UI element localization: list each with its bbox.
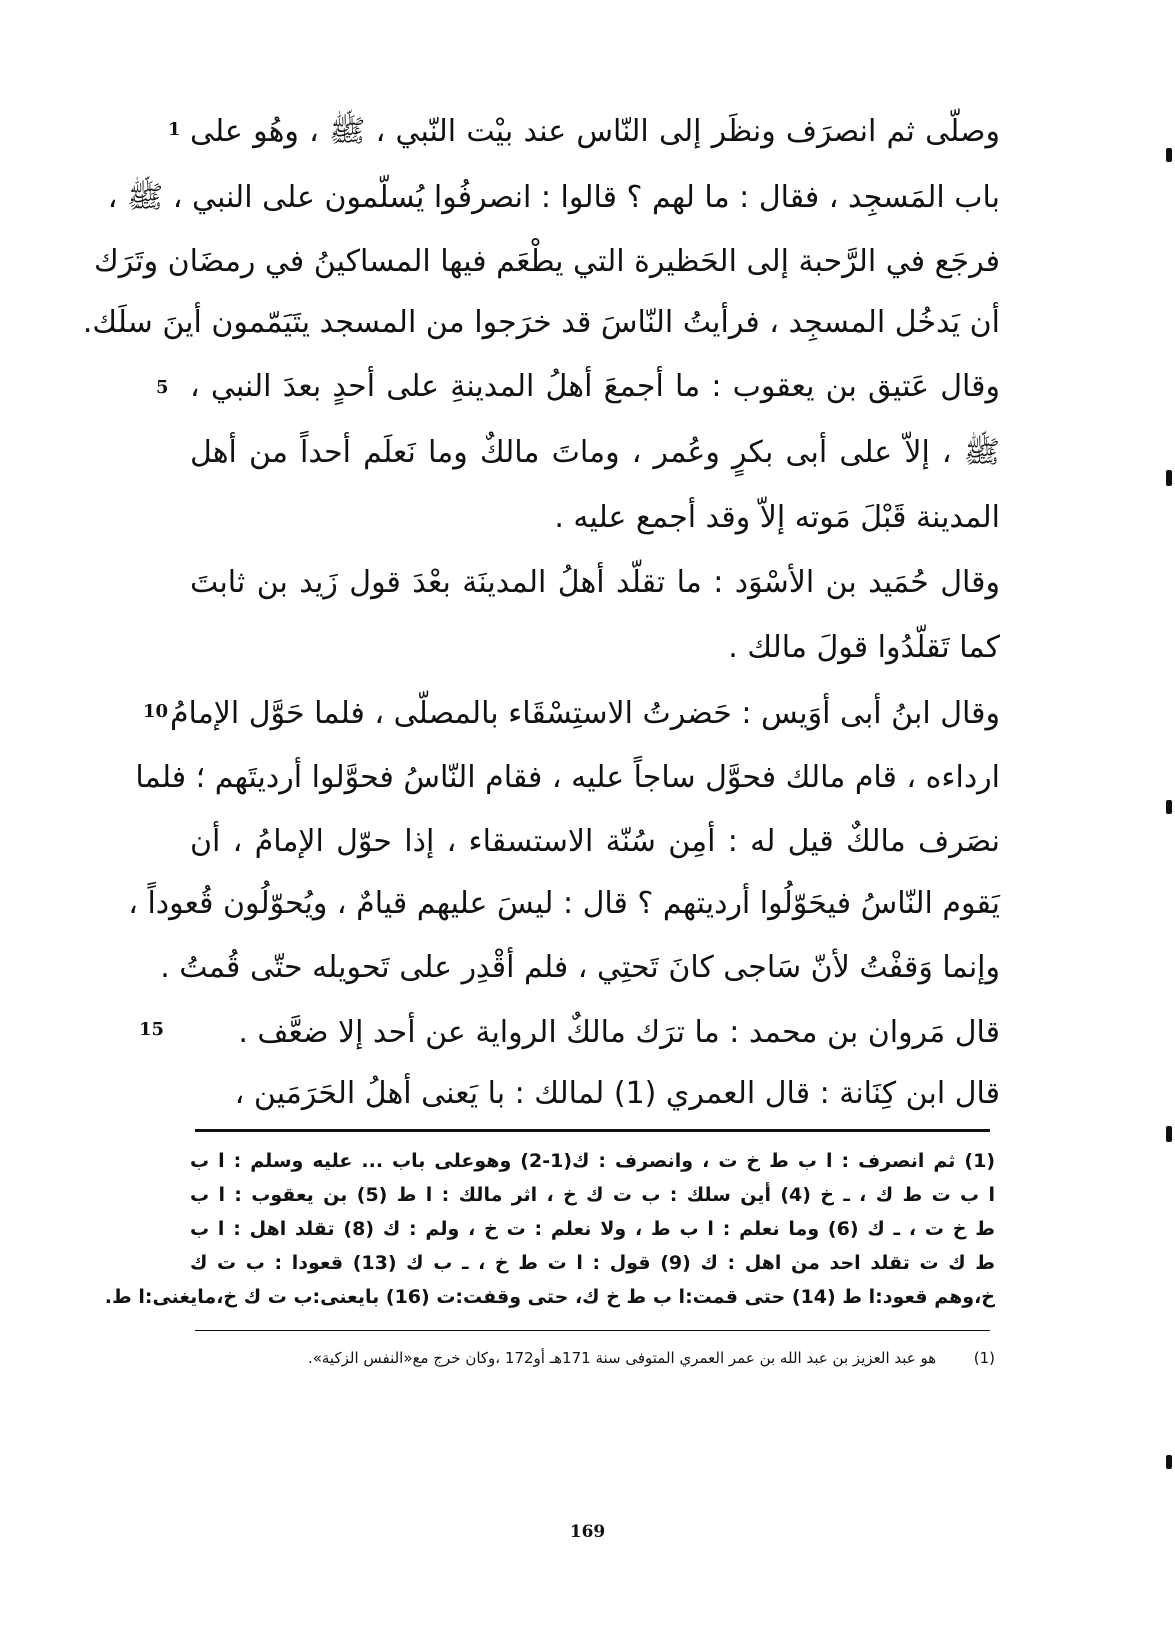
- text-line-16: قال ابن كِنَانة : قال العمري (1) لمالك : با يَعنى أهلُ الحَرَمَين ،: [234, 1076, 1000, 1111]
- scan-mark: [1166, 800, 1172, 814]
- text-line-3: فرجَع في الرَّحبة إلى الحَظيرة التي يطْعَم فيها المساكينُ في رمضَان وتَرَك: [93, 244, 1000, 279]
- text-line-6: ﷺ ، إلاّ على أبى بكرٍ وعُمر ، وماتَ مالكٌ وما نَعلَم أحداً من أهل: [190, 435, 1000, 470]
- page-number: 169: [569, 1522, 606, 1542]
- scan-mark: [1166, 148, 1172, 162]
- apparatus-separator: [195, 1129, 990, 1132]
- text-line-9: كما تَقلّدُوا قولَ مالك .: [728, 630, 1000, 665]
- text-line-1: وصلّى ثم انصرَف ونظَر إلى النّاس عند بيْت النّبي ، ﷺ ، وهُو على: [190, 114, 1000, 149]
- apparatus-line-4: ط ك ت تقلد احد من اهل : ك (9) قول : ا ت ط خ ، ـ ب ك (13) قعودا : ب ت ك: [190, 1252, 995, 1274]
- scan-mark: [1166, 470, 1172, 486]
- text-line-14: وإنما وَقفْتُ لأنّ سَاجى كانَ تَحتِي ، فلم أقْدِر على تَحويله حتّى قُمتُ .: [160, 950, 1000, 985]
- footnote: [190, 1346, 995, 1370]
- text-line-2: باب المَسجِد ، فقال : ما لهم ؟ قالوا : انصرفُوا يُسلّمون على النبي ، ﷺ ،: [107, 180, 1000, 215]
- apparatus-line-3: ط خ ت ، ـ ك (6) وما نعلم : ا ب ط ، ولا نعلم : ت خ ، ولم : ك (8) تقلد اهل : ا ب: [190, 1218, 995, 1240]
- apparatus-line-1: (1) ثم انصرف : ا ب ط خ ت ، وانصرف : ك(1-2) وهوعلى باب ... عليه وسلم : ا ب: [190, 1150, 995, 1172]
- text-line-13: يَقوم النّاسُ فيحَوّلُوا أرديتهم ؟ قال : ليسَ عليهم قيامٌ ، ويُحوّلُون قُعوداً ،: [128, 886, 1000, 921]
- text-line-10: وقال ابنُ أبى أوَيس : حَضرتُ الاستِسْقَاء بالمصلّى ، فلما حَوَّل الإمامُ: [169, 696, 1000, 731]
- scan-mark: [1166, 1455, 1172, 1469]
- apparatus-line-5: خ،وهم قعود:ا ط (14) حتى قمت:ا ب ط خ ك، حتى وقفت:ت (16) بايعنى:ب ت ك خ،مايغنى:ا ط.: [104, 1286, 995, 1308]
- line-number: 10: [143, 701, 169, 722]
- footnote-separator: [195, 1330, 990, 1331]
- text-line-5: وقال عَتيق بن يعقوب : ما أجمعَ أهلُ المدينةِ على أحدٍ بعدَ النبي ،: [190, 369, 1000, 404]
- line-number: 5: [156, 377, 169, 398]
- text-line-8: وقال حُمَيد بن الأسْوَد : ما تقلّد أهلُ المدينَة بعْدَ قول زَيد بن ثابتَ: [190, 565, 1000, 600]
- line-number: 15: [139, 1019, 165, 1040]
- text-line-11: ارداءه ، قام مالك فحوَّل ساجاً عليه ، فقام النّاسُ فحوَّلوا أرديتَهم ؛ فلما: [135, 760, 1000, 795]
- text-line-4: أن يَدخُل المسجِد ، فرأيتُ النّاسَ قد خرَجوا من المسجد يتَيَمّمون أينَ سلَك.: [82, 305, 1000, 340]
- footnote-marker: (1): [973, 1349, 995, 1367]
- text-line-12: نصَرف مالكٌ قيل له : أمِن سُنّة الاستسقاء ، إذا حوّل الإمامُ ، أن: [190, 824, 1000, 859]
- scan-mark: [1166, 1126, 1172, 1142]
- line-number: 1: [168, 119, 181, 140]
- text-line-7: المدينة قَبْلَ مَوته إلاّ وقد أجمع عليه .: [554, 500, 1000, 535]
- text-line-15: قال مَروان بن محمد : ما ترَك مالكٌ الرواية عن أحد إلا ضعَّف .: [238, 1015, 1000, 1050]
- footnote-text: هو عبد العزيز بن عبد الله بن عمر العمري المتوفى سنة 171هـ أو172 ،وكان خرج مع«النفس الزكية».: [307, 1349, 937, 1367]
- apparatus-line-2: ا ب ت ط ك ، ـ خ (4) أين سلك : ب ت ك خ ، اثر مالك : ا ط (5) بن يعقوب : ا ب: [190, 1184, 996, 1206]
